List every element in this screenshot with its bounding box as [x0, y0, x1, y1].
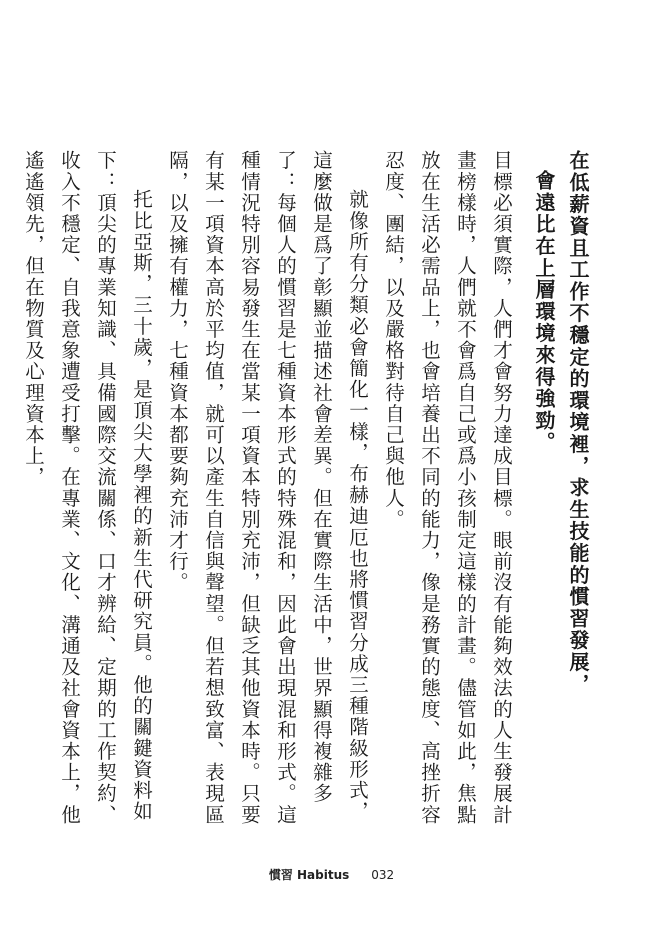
paragraph-1: 目標必須實際，人們才會努力達成目標。眼前沒有能夠效法的人生發展計畫榜樣時，人們就不會爲自己或爲小孩制定這樣的計畫。儘管如此，焦點放在生活必需品上，也會培養出不同的能力，像是務實的態度、高挫折容忍度、團結，以及嚴格對待自己與他人。	[382, 150, 513, 826]
heading-line-1: 在低薪資且工作不穩定的環境裡，求生技能的慣習發展，	[566, 150, 590, 695]
heading-line-2: 會遠比在上層環境來得強勁。	[532, 170, 556, 454]
page-number: 032	[371, 868, 395, 882]
running-book-title: 慣習 Habitus	[268, 868, 350, 882]
vertical-text-block	[15, 150, 595, 830]
section-heading	[527, 150, 595, 830]
paragraph-2: 就像所有分類必會簡化一樣，布赫迪厄也將慣習分成三種階級形式，這麼做是爲了彰顯並描述社會差異。但在實際生活中，世界顯得複雜多了：每個人的慣習是七種資本形式的特殊混和，因此會出現混和形式。這種情況特別容易發生在當某一項資本特別充沛，但缺乏其他資本時。只要有某一項資本高於平均值，就可以產生自信與聲望。但若想致富、表現區隔，以及擁有權力，七種資本都要夠充沛才行。	[166, 150, 369, 826]
page-footer	[0, 866, 663, 883]
paragraph-3: 托比亞斯，三十歲，是頂尖大學裡的新生代研究員。他的關鍵資料如下：頂尖的專業知識、具備國際交流關係、口才辨給、定期的工作契約、收入不穩定、自我意象遭受打擊。在專業、文化、溝通及社會資本上，他遙遙領先，但在物質及心理資本上，	[22, 150, 153, 826]
